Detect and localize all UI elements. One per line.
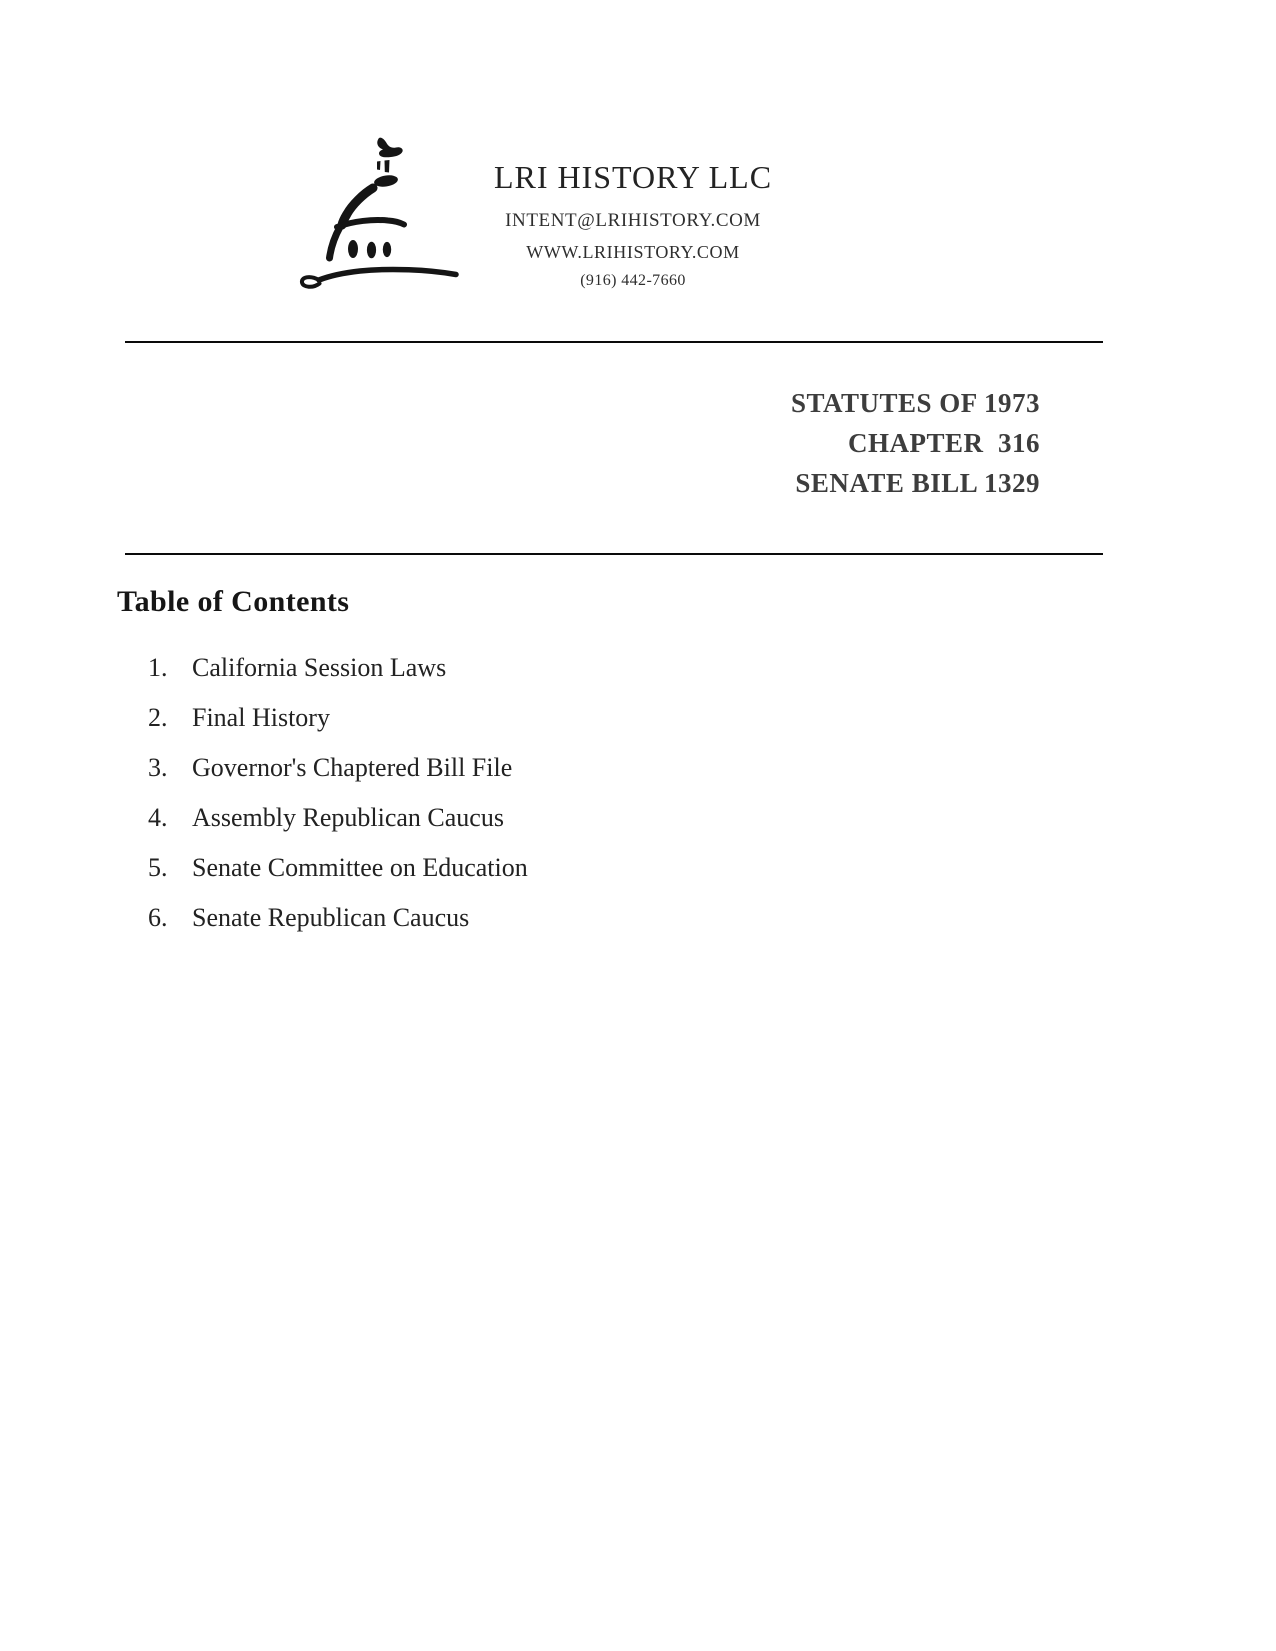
toc-item-number: 2.: [148, 703, 168, 732]
email-address: INTENT@LRIHISTORY.COM: [505, 210, 761, 231]
toc-item-label: Assembly Republican Caucus: [192, 803, 504, 832]
chapter-line: CHAPTER 316: [847, 428, 1040, 458]
toc-item-number: 4.: [148, 803, 168, 832]
toc-item: [148, 749, 848, 799]
toc-item: [148, 649, 848, 699]
senate-bill-line: SENATE BILL 1329: [795, 468, 1040, 498]
toc-item-label: Governor's Chaptered Bill File: [192, 753, 513, 782]
toc-item: [148, 799, 848, 849]
toc-item-label: Senate Committee on Education: [192, 853, 528, 882]
toc-item-label: Final History: [192, 703, 330, 732]
bill-reference-block: [791, 383, 1040, 503]
toc-item-number: 5.: [148, 853, 168, 882]
capitol-dome-logo-icon: [290, 125, 470, 295]
phone-number: (916) 442-7660: [580, 272, 686, 289]
toc-item: [148, 899, 848, 949]
statutes-line: STATUTES OF 1973: [790, 388, 1040, 418]
divider-rule-top: [125, 341, 1103, 343]
toc-list: [148, 649, 848, 949]
website-url: WWW.LRIHISTORY.COM: [526, 242, 740, 262]
toc-title: Table of Contents: [117, 585, 350, 618]
divider-rule-bottom: [125, 553, 1103, 555]
toc-item-number: 6.: [148, 903, 168, 932]
toc-item-label: California Session Laws: [192, 653, 447, 682]
toc-item: [148, 849, 848, 899]
company-name: LRI HISTORY LLC: [493, 159, 773, 195]
toc-item: [148, 699, 848, 749]
toc-item-number: 3.: [148, 753, 168, 782]
toc-item-number: 1.: [148, 653, 168, 682]
toc-item-label: Senate Republican Caucus: [192, 903, 470, 932]
